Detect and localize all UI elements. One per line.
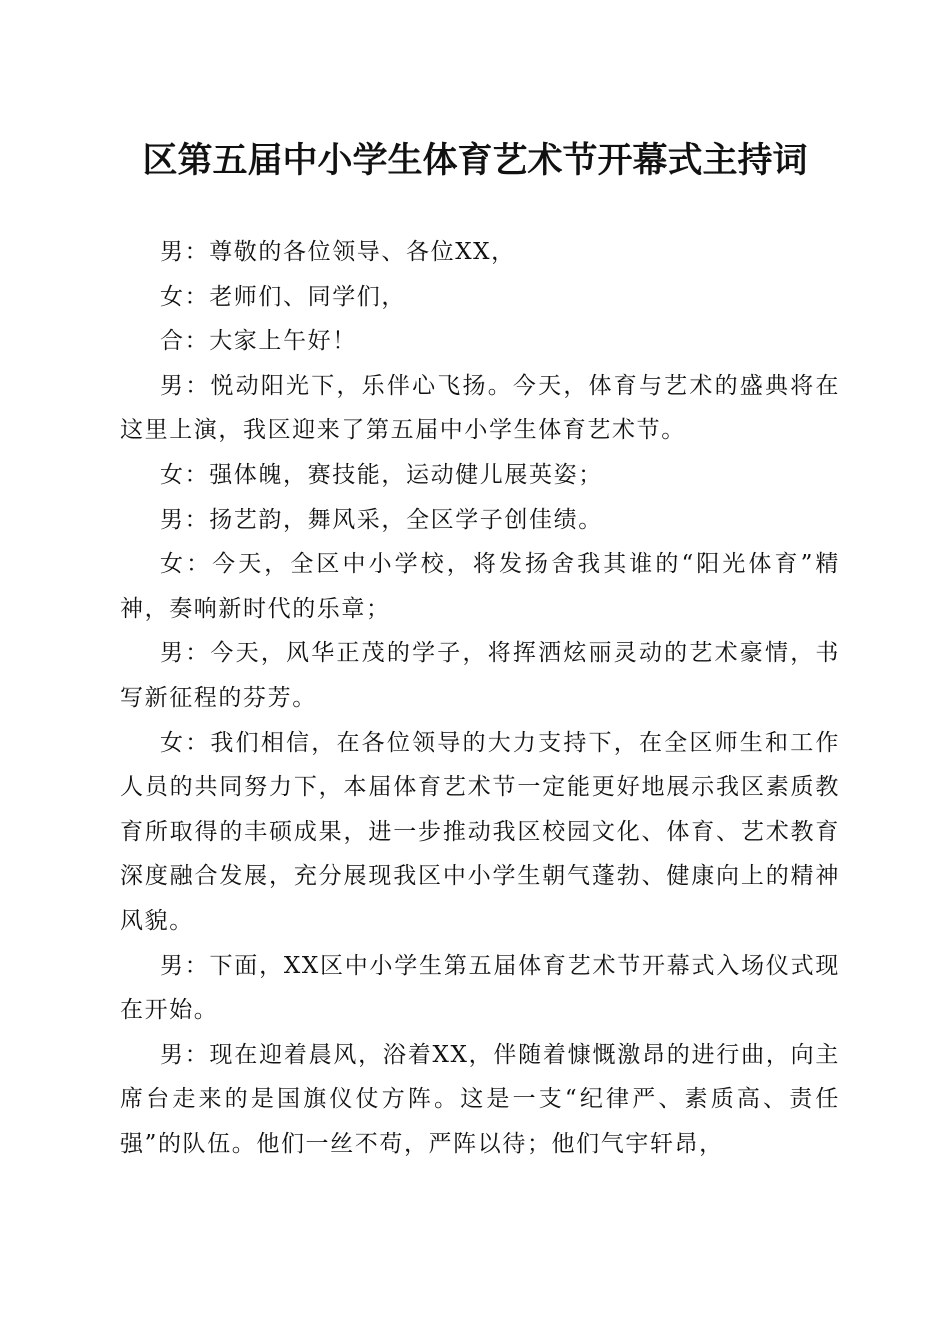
paragraph-7: 女：今天，全区中小学校，将发扬舍我其谁的“阳光体育”精神，奏响新时代的乐章； xyxy=(120,551,840,622)
document-title: 区第五届中小学生体育艺术节开幕式主持词 xyxy=(142,140,808,181)
paragraph-10: 男：下面，XX区中小学生第五届体育艺术节开幕式入场仪式现在开始。 xyxy=(120,952,840,1024)
paragraph-4: 男：悦动阳光下，乐伴心飞扬。今天，体育与艺术的盛典将在这里上演，我区迎来了第五届中小学生体育艺术节。 xyxy=(120,372,840,444)
paragraph-1: 男：尊敬的各位领导、各位XX， xyxy=(160,239,516,265)
paragraph-9: 女：我们相信，在各位领导的大力支持下，在全区师生和工作人员的共同努力下，本届体育艺术节一定能更好地展示我区素质教育所取得的丰硕成果，进一步推动我区校园文化、体育、艺术教育深度融合发展，充分展现我区中小学生朝气蓬勃、健康向上的精神风貌。 xyxy=(120,729,840,934)
paragraph-11: 男：现在迎着晨风，浴着XX，伴随着慷慨激昂的进行曲，向主席台走来的是国旗仪仗方阵。这是一支“纪律严、素质高、责任强”的队伍。他们一丝不苟，严阵以待；他们气宇轩昂， xyxy=(120,1041,840,1157)
document-body xyxy=(120,230,840,1166)
paragraph-2: 女：老师们、同学们， xyxy=(160,283,406,310)
paragraph-6: 男：扬艺韵，舞风采，全区学子创佳绩。 xyxy=(160,506,603,533)
paragraph-5: 女：强体魄，赛技能，运动健儿展英姿； xyxy=(160,461,603,488)
paragraph-8: 男：今天，风华正茂的学子，将挥洒炫丽灵动的艺术豪情，书写新征程的芬芳。 xyxy=(120,640,840,711)
paragraph-3: 合：大家上午好！ xyxy=(160,328,357,355)
